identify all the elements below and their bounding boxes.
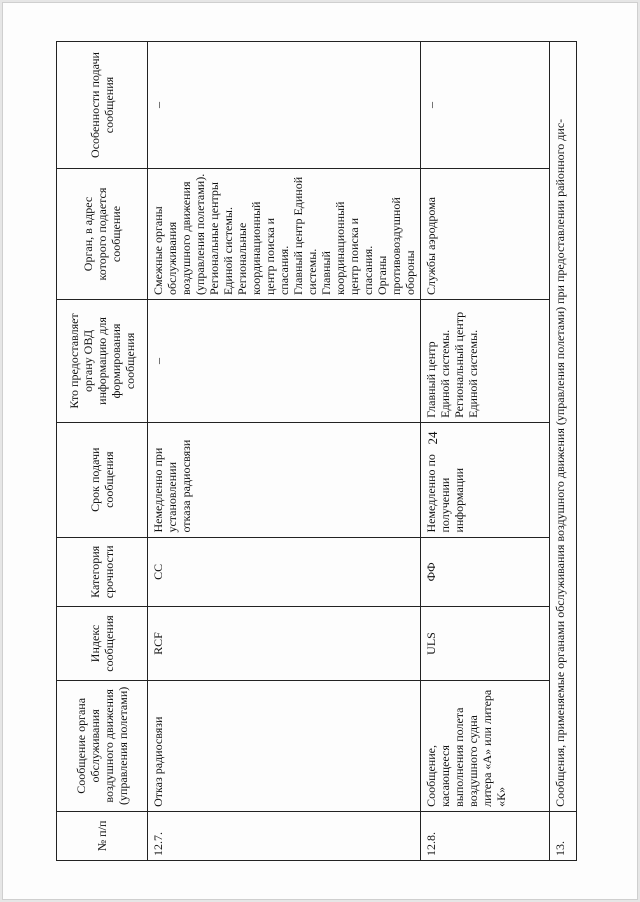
page-number: 24 [425,431,440,445]
recipient-line: Главный координационный центр поиска и спасания. [319,201,375,296]
rotated-table-sheet [56,41,578,861]
row-index: ULS [421,607,550,681]
header-deadline: Срок подачи сообщения [57,422,148,537]
header-index: Индекс сообщения [57,607,148,681]
row-num: 12.7. [148,811,421,860]
row-message: Сообщение, касающееся выполнения полета воздушного судна литера «А» или литера «К» [421,680,550,811]
header-provider: Кто предоставляет органу ОВД информацию для формирования сообщения [57,300,148,423]
row-urgency: СС [148,537,421,607]
provider-line: Региональный центр Единой системы. [452,311,480,418]
section-num: 13. [550,811,577,860]
row-urgency: ФФ [421,537,550,607]
row-provider: – [148,300,421,423]
row-message: Отказ радиосвязи [148,680,421,811]
table-header-row [57,42,148,861]
messages-table [56,41,577,861]
row-features: – [148,42,421,169]
row-recipients [421,169,550,300]
row-num: 12.8. [421,811,550,860]
recipient-line: Службы аэродрома [424,197,438,296]
row-deadline: Немедленно по получении информации [421,422,550,537]
recipient-line: Региональные координационный центр поиска и спасания. [235,201,291,296]
header-recipient: Орган, в адрес которого подается сообщение [57,169,148,300]
table-row [421,42,550,861]
row-index: RCF [148,607,421,681]
table-row [148,42,421,861]
recipient-line: Главный центр Единой системы. [291,176,319,296]
header-urgency: Категория срочности [57,537,148,607]
row-recipients [148,169,421,300]
row-features: – [421,42,550,169]
recipient-line: Региональные центры Единой системы. [207,182,235,296]
row-deadline: Немедленно при установлении отказа радиосвязи [148,422,421,537]
provider-line: Главный центр Единой системы. [424,329,452,418]
section-row [550,42,577,861]
recipient-line: Смежные органы обслуживания воздушного движения (управления полетами). [151,173,207,296]
recipient-line: Органы противовоздушной обороны [375,197,417,296]
header-features: Особенности подачи сообщения [57,42,148,169]
header-message: Сообщение органа обслуживания воздушного движения (управления полетами) [57,680,148,811]
row-provider [421,300,550,423]
header-num: № п/п [57,811,148,860]
section-title: Сообщения, применяемые органами обслуживания воздушного движения (управления полетами) при предоставлении районного дис- [550,42,577,812]
